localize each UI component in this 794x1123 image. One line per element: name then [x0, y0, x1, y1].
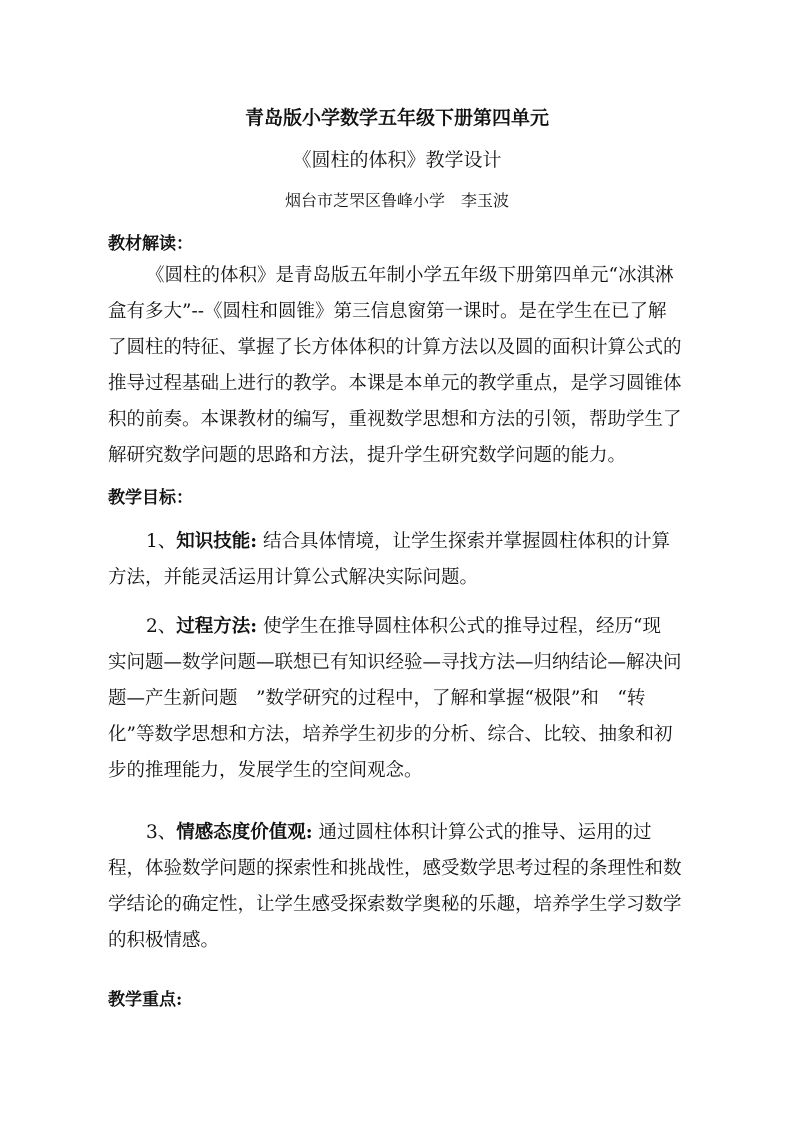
paragraph-line: 推导过程基础上进行的教学。本课是本单元的教学重点，是学习圆锥体	[108, 373, 682, 394]
paragraph-line: 步的推理能力，发展学生的空间观念。	[108, 760, 423, 781]
goal-number: 3、	[146, 822, 177, 843]
goal-item-attitude	[108, 815, 688, 959]
document-title: 青岛版小学数学五年级下册第四单元	[244, 107, 549, 129]
goal-label: 过程方法:	[176, 616, 258, 637]
goal-text: 通过圆柱体积计算公式的推导、运用的过	[312, 822, 652, 843]
paragraph-line: 《圆柱的体积》是青岛版五年制小学五年级下册第四单元“冰淇淋	[146, 265, 674, 286]
paragraph-line: 积的前奏。本课教材的编写，重视数学思想和方法的引领，帮助学生了	[108, 409, 682, 430]
paragraph-line: 了圆柱的特征、掌握了长方体体积的计算方法以及圆的面积计算公式的	[108, 337, 682, 358]
paragraph-line: 程，体验数学问题的探索性和挑战性，感受数学思考过程的条理性和数	[108, 858, 682, 879]
section-heading-goals: 教学目标：	[108, 488, 193, 508]
paragraph-line: 题—产生新问题 ”数学研究的过程中，了解和掌握“极限”和 “转	[108, 688, 646, 709]
paragraph-line: 的积极情感。	[108, 930, 220, 951]
author-line: 烟台市芝罘区鲁峰小学 李玉波	[284, 191, 509, 210]
goal-item-process	[108, 609, 688, 789]
section-heading-material: 教材解读：	[108, 234, 193, 254]
paragraph-line: 解研究数学问题的思路和方法，提升学生研究数学问题的能力。	[108, 445, 627, 466]
paragraph-line: 盒有多大”--《圆柱和圆锥》第三信息窗第一课时。是在学生在已了解	[108, 301, 667, 322]
goal-number: 1、	[146, 531, 177, 552]
section-heading-keypoints: 教学重点:	[108, 990, 183, 1010]
paragraph-line: 化”等数学思想和方法，培养学生初步的分析、综合、比较、抽象和初	[108, 724, 673, 745]
goal-text: 结合具体情境，让学生探索并掌握圆柱体积的计算	[257, 531, 671, 552]
goal-first-line	[108, 609, 688, 645]
document-subtitle: 《圆柱的体积》教学设计	[292, 149, 502, 171]
paragraph-line: 实问题—数学问题—联想已有知识经验—寻找方法—归纳结论—解决问	[108, 652, 682, 673]
goal-label: 知识技能:	[176, 531, 258, 552]
goal-first-line	[108, 524, 688, 560]
material-paragraph	[108, 258, 688, 474]
paragraph-line: 方法，并能灵活运用计算公式解决实际问题。	[108, 567, 479, 588]
goal-number: 2、	[146, 616, 177, 637]
goal-label: 情感态度价值观:	[176, 822, 313, 843]
goal-item-knowledge	[108, 524, 688, 596]
goal-first-line	[108, 815, 688, 851]
paragraph-line: 学结论的确定性，让学生感受探索数学奥秘的乐趣，培养学生学习数学	[108, 894, 682, 915]
goal-text: 使学生在推导圆柱体积公式的推导过程，经历“现	[257, 616, 661, 637]
